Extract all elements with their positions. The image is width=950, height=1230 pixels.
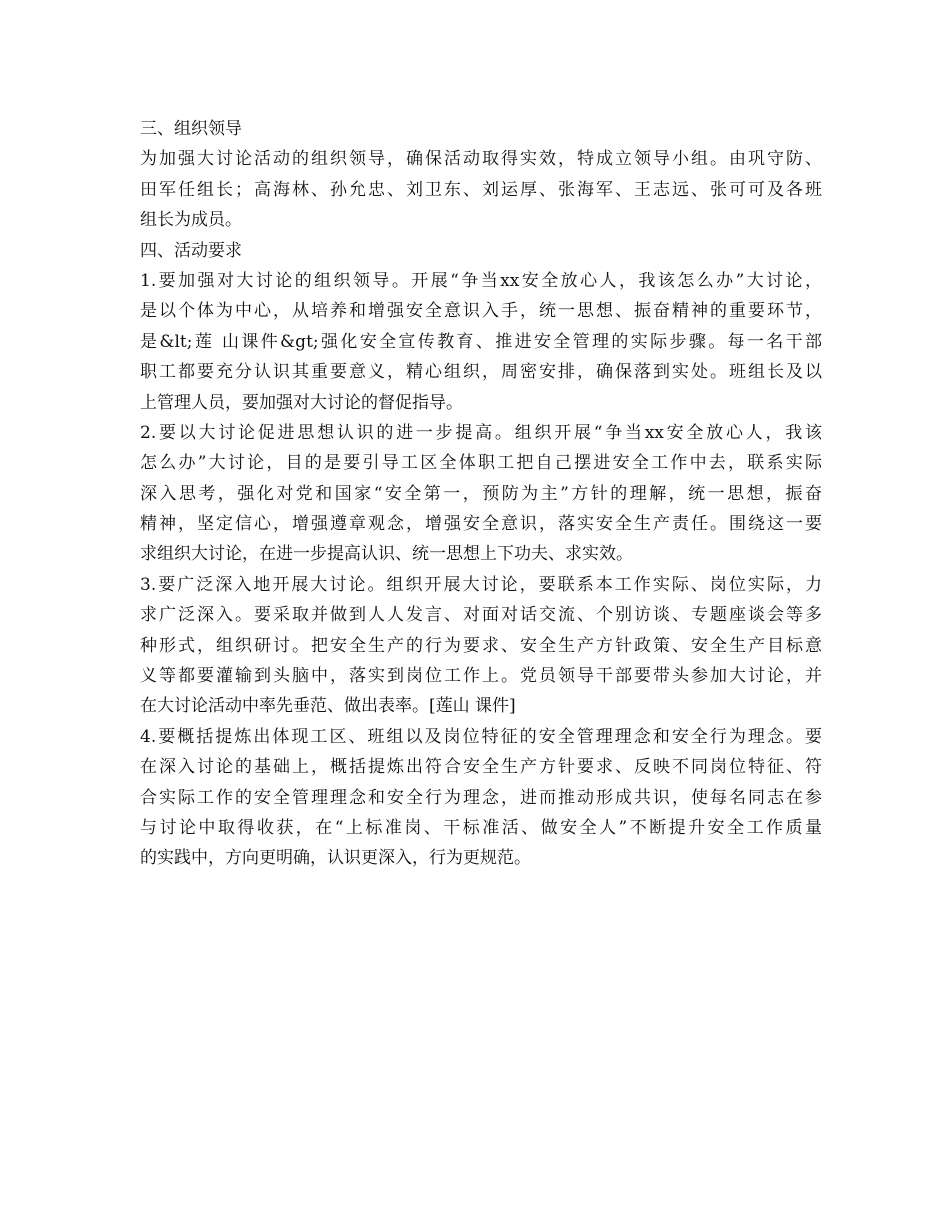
text-line: 3.要广泛深入地开展大讨论。组织开展大讨论，要联系本工作实际、岗位实际，力 [140,574,822,595]
text-line: 的实践中，方向更明确，认识更深入，行为更规范。 [140,848,531,869]
text-line: 合实际工作的安全管理理念和安全行为理念，进而推动形成共识，使每名同志在参 [140,787,822,808]
text-line: 在大讨论活动中率先垂范、做出表率。[莲山 课件] [140,696,516,717]
text-line: 职工都要充分认识其重要意义，精心组织，周密安排，确保落到实处。班组长及以 [140,362,822,383]
text-line: 四、活动要求 [140,240,242,261]
text-line: 1.要加强对大讨论的组织领导。开展“争当xx安全放心人，我该怎么办”大讨论， [140,270,822,291]
text-line: 是&lt;莲 山课件&gt;强化安全宣传教育、推进安全管理的实际步骤。每一名干部 [140,331,822,352]
text-line: 精神，坚定信心，增强遵章观念，增强安全意识，落实安全生产责任。围绕这一要 [140,514,822,535]
text-line: 田军任组长；高海林、孙允忠、刘卫东、刘运厚、张海军、王志远、张可可及各班 [140,179,822,200]
text-line: 深入思考，强化对党和国家“安全第一，预防为主”方针的理解，统一思想，振奋 [140,483,822,504]
text-line: 种形式，组织研讨。把安全生产的行为要求、安全生产方针政策、安全生产目标意 [140,635,822,656]
text-line: 义等都要灌输到头脑中，落实到岗位工作上。党员领导干部要带头参加大讨论，并 [140,666,822,687]
document-body [140,114,822,874]
text-line: 求组织大讨论，在进一步提高认识、统一思想上下功夫、求实效。 [140,544,633,565]
text-line: 在深入讨论的基础上，概括提炼出符合安全生产方针要求、反映不同岗位特征、符 [140,757,822,778]
text-line: 与讨论中取得收获，在“上标准岗、干标准活、做安全人”不断提升安全工作质量 [140,817,822,838]
text-line: 为加强大讨论活动的组织领导，确保活动取得实效，特成立领导小组。由巩守防、 [140,149,822,170]
text-line: 4.要概括提炼出体现工区、班组以及岗位特征的安全管理理念和安全行为理念。要 [140,726,822,747]
text-line: 是以个体为中心，从培养和增强安全意识入手，统一思想、振奋精神的重要环节， [140,301,822,322]
text-line: 2.要以大讨论促进思想认识的进一步提高。组织开展“争当xx安全放心人，我该 [140,422,822,443]
text-line: 上管理人员，要加强对大讨论的督促指导。 [140,392,463,413]
text-line: 求广泛深入。要采取并做到人人发言、对面对话交流、个别访谈、专题座谈会等多 [140,605,822,626]
text-line: 三、组织领导 [140,119,242,139]
text-line: 怎么办”大讨论，目的是要引导工区全体职工把自己摆进安全工作中去，联系实际 [140,453,822,474]
text-line: 组长为成员。 [140,210,242,231]
